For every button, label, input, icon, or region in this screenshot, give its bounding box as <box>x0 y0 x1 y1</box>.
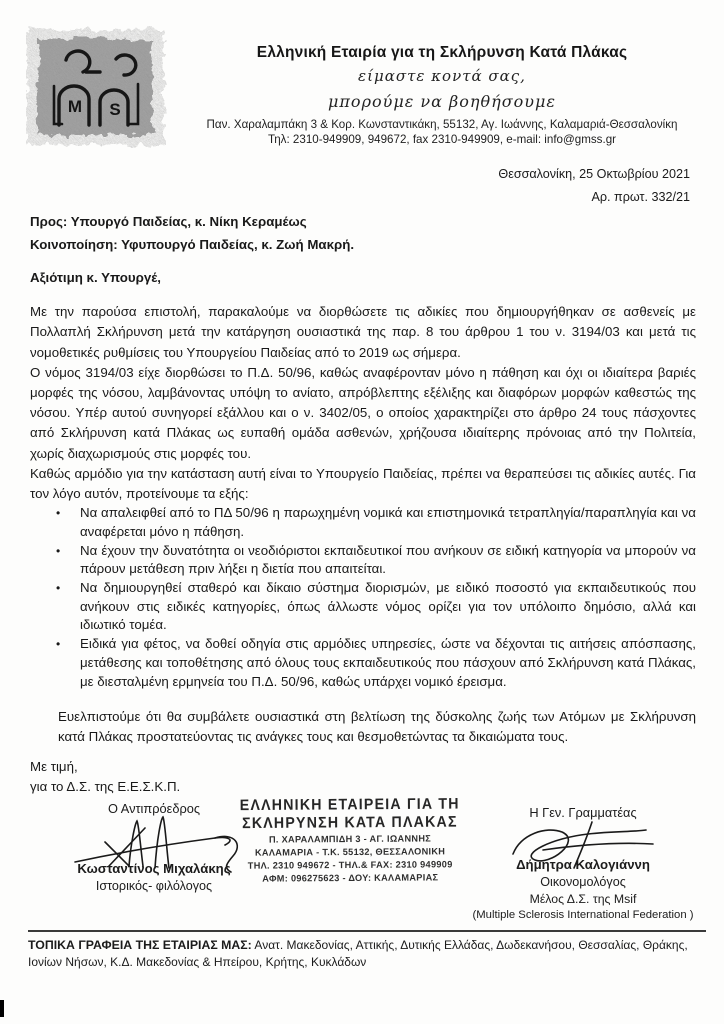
list-item <box>30 635 696 691</box>
recipient-to: Προς: Υπουργό Παιδείας, κ. Νίκη Κεραμέως <box>30 214 307 229</box>
stamp-line: ΑΦΜ: 096275623 - ΔΟΥ: ΚΑΛΑΜΑΡΙΑΣ <box>262 872 439 884</box>
bullet-icon <box>30 504 80 541</box>
list-item-text: Να δημιουργηθεί σταθερό και δίκαιο σύστημα διορισμών, με ειδικό ποσοστό για εκπαιδευτικούς που ανήκουν στις ειδικές κατηγορίες, όπως άλλωστε νόμος ορίζει για τον υπόλοιπο δημόσιο, αλλά και ιδιωτικό τομέα. <box>80 580 696 633</box>
stamp-line: Π. ΧΑΡΑΛΑΜΠΙΔΗ 3 - ΑΓ. ΙΩΑΝΝΗΣ <box>268 833 432 845</box>
list-item-text: Να έχουν την δυνατότητα οι νεοδιόριστοι εκπαιδευτικοί που ανήκουν σε ειδική κατηγορία να μπορούν να πάρουν μετάθεση πριν λήξει η διετία που απαιτείται. <box>80 542 696 577</box>
letter-body <box>30 211 696 797</box>
footer <box>28 930 706 982</box>
stamp-line: ΕΛΛΗΝΙΚΗ ΕΤΑΙΡΕΙΑ ΓΙΑ ΤΗ <box>239 795 460 815</box>
date-protocol-block <box>498 167 690 204</box>
signer-name: Κωσταντίνος Μιχαλάκης <box>77 861 231 876</box>
letterhead <box>172 44 712 146</box>
stamp-line: ΚΑΛΑΜΑΡΙΑ - Τ.Κ. 55132, ΘΕΣΣΑΛΟΝΙΚΗ <box>254 846 446 858</box>
recipient-cc: Κοινοποίηση: Υφυπουργό Παιδείας, κ. Ζωή Μακρή. <box>30 236 355 252</box>
bullet-icon <box>30 542 80 579</box>
tagline-line2: μπορούμε να βοηθήσουμε <box>328 92 556 111</box>
logo-letter-s: S <box>109 100 121 119</box>
ms-society-logo <box>26 26 168 154</box>
signer-membership-note: (Multiple Sclerosis International Federation ) <box>472 909 694 921</box>
protocol-number: Αρ. πρωτ. 332/21 <box>591 190 690 204</box>
signer-name: Δήμητρα Καλογιάννη <box>516 857 650 872</box>
list-item-text: Να απαλειφθεί από το ΠΔ 50/96 η παρωχημένη νομικά και επιστημονικά τετραπληγία/παραπληγία και να αναφέρεται μόνο η πάθηση. <box>80 505 696 539</box>
list-item <box>30 579 696 635</box>
date-line: Θεσσαλονίκη, 25 Οκτωβρίου 2021 <box>498 167 690 181</box>
signer-membership: Μέλος Δ.Σ. της Msif <box>529 892 637 906</box>
signoff-line2: για το Δ.Σ. της Ε.Ε.Σ.Κ.Π. <box>30 778 181 794</box>
org-name: Ελληνική Εταιρία για τη Σκλήρυνση Κατά Πλάκας <box>256 44 628 61</box>
local-offices-list: Ανατ. Μακεδονίας, Αττικής, Δυτικής Ελλάδας, Δωδεκανήσου, Θεσσαλίας, Θράκης, Ιονίων Νήσων, Κ.Δ. Μακεδονίας & Ηπείρου, Κρήτης, Κυκλάδων <box>28 938 688 969</box>
signer-role: Ιστορικός- φιλόλογος <box>95 879 213 893</box>
scan-artifact-mark <box>0 1000 4 1017</box>
proposals-list <box>30 504 696 691</box>
signoff-line1: Με τιμή, <box>30 758 78 774</box>
closing-paragraph: Ευελπιστούμε ότι θα συμβάλετε ουσιαστικά στη βελτίωση της δύσκολης ζωής των Ατόμων με Σκλήρυνση κατά Πλάκας προστατεύοντας τις ανάγκες τους και θεσμοθετώντας τα δικαιώματα τους. <box>58 709 696 745</box>
ms-logo-graphic <box>26 26 168 154</box>
salutation: Αξιότιμη κ. Υπουργέ, <box>30 270 161 285</box>
footer-divider <box>28 930 706 932</box>
signature-block-general-secretary <box>452 805 714 921</box>
org-stamp <box>224 796 477 884</box>
org-address: Παν. Χαραλαμπάκη 3 & Κορ. Κωνσταντικάκη, 55132, Αγ. Ιωάννης, Καλαμαριά-Θεσσαλονίκη <box>206 118 678 131</box>
signer-title: Η Γεν. Γραμματέας <box>529 805 637 820</box>
bullet-icon <box>30 579 80 635</box>
signature-block-vice-president <box>56 801 252 893</box>
local-offices-label: ΤΟΠΙΚΑ ΓΡΑΦΕΙΑ ΤΗΣ ΕΤΑΙΡΙΑΣ ΜΑΣ: <box>28 938 252 952</box>
paragraph-3: Καθώς αρμόδιο για την κατάσταση αυτή είναι το Υπουργείο Παιδείας, πρέπει να θεραπεύσει τις αδικίες αυτές. Για τον λόγο αυτόν, προτείνουμε τα εξής: <box>30 465 696 502</box>
signer-role: Οικονομολόγος <box>540 875 626 889</box>
tagline-line1: είμαστε κοντά σας, <box>358 67 526 85</box>
org-contact: Τηλ: 2310-949909, 949672, fax 2310-949909, e-mail: info@gmss.gr <box>268 133 616 146</box>
paragraph-2: Ο νόμος 3194/03 είχε διορθώσει το Π.Δ. 50/96, καθώς αναφέρονταν μόνο η πάθηση και όχι οι ιδιαίτερα βαριές μορφές της νόσου, λαμβάνοντας υπόψη το ανίατο, απρόβλεπτης εξέλιξης και διαφόρων μορφών καθεστώς της νόσου. Υπέρ αυτού συνηγορεί εξάλλου και ο ν. 3402/05, ο οποίος χαρακτηρίζει στο άρθρο 24 τους πάσχοντες από Σκλήρυνση κατά Πλάκας ως ευπαθή ομάδα ασθενών, χρήζουσα ιδιαίτερης πρόνοιας από την Πολιτεία, χωρίς διαχωρισμούς στις μορφές του. <box>30 364 696 461</box>
paragraph-1: Με την παρούσα επιστολή, παρακαλούμε να διορθώσετε τις αδικίες που δημιουργήθηκαν σε ασθενείς με Πολλαπλή Σκλήρυνση μετά την κατάργηση ουσιαστικά της παρ. 8 του άρθρου 1 του ν. 3194/03 και μετά τις νομοθετικές ρυθμίσεις του Υπουργείου Παιδείας από το 2019 ως σήμερα. <box>30 304 696 360</box>
logo-letter-m: M <box>67 97 83 116</box>
list-item-text: Ειδικά για φέτος, να δοθεί οδηγία στις αρμόδιες υπηρεσίες, ώστε να δέχονται τις αιτήσεις απόσπασης, μετάθεσης και τοποθέτησης από όλους τους εκπαιδευτικούς που πάσχουν από Σκλήρυνση κατά Πλάκας, με διεσταλμένη ερμηνεία του Π.Δ. 50/96, καθώς υπάρχει νομικό έρεισμα. <box>80 636 696 689</box>
list-item <box>30 504 696 541</box>
signer-title: Ο Αντιπρόεδρος <box>107 801 201 816</box>
local-offices-line <box>28 937 706 970</box>
bullet-icon <box>30 635 80 691</box>
stamp-line: ΤΗΛ. 2310 949672 - ΤΗΛ.& FAX: 2310 949909 <box>247 859 453 871</box>
list-item <box>30 542 696 579</box>
stamp-line: ΣΚΛΗΡΥΝΣΗ ΚΑΤΑ ΠΛΑΚΑΣ <box>242 813 458 833</box>
